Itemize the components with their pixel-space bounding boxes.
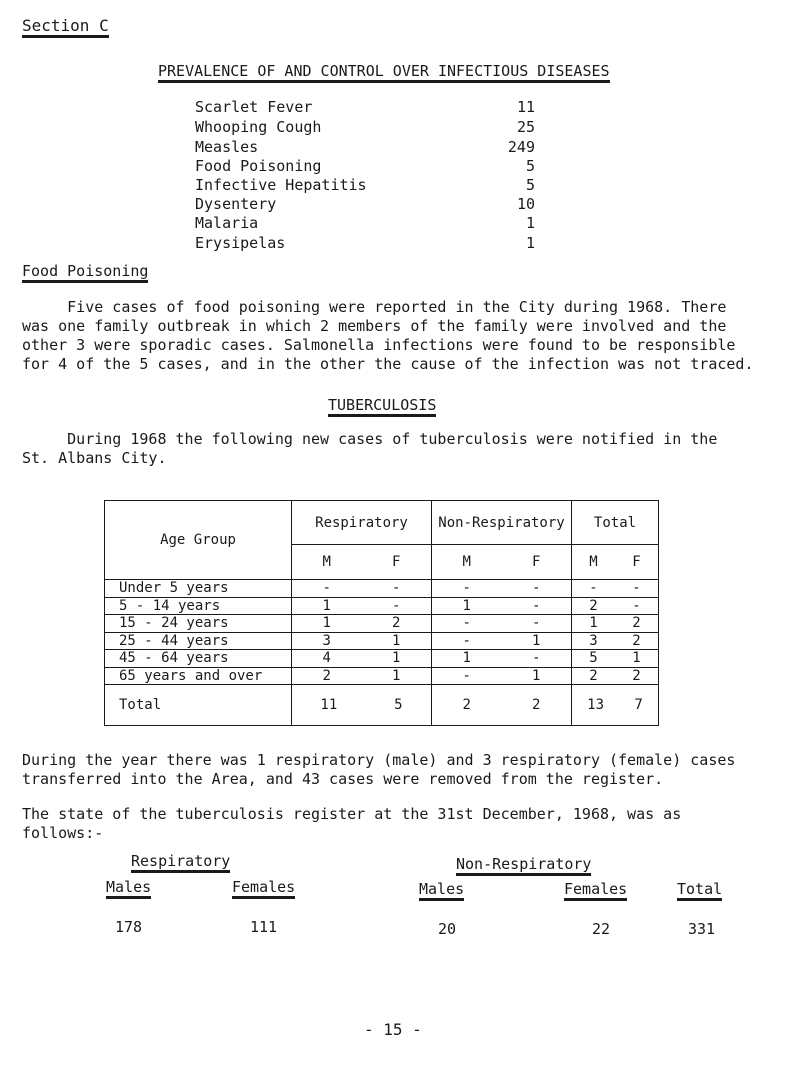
cell-value: 2 bbox=[322, 667, 331, 684]
paragraph-line: transferred into the Area, and 43 cases were removed from the register. bbox=[22, 770, 664, 788]
cell-value: - bbox=[462, 667, 471, 684]
register-paragraph bbox=[22, 805, 782, 843]
male-label: M bbox=[322, 554, 331, 570]
cell-value: 4 bbox=[322, 650, 331, 667]
table-row bbox=[105, 667, 659, 685]
register-non-males-value: 20 bbox=[438, 920, 457, 938]
cell-value: 1 bbox=[589, 615, 598, 632]
paragraph-line: Five cases of food poisoning were reported in the City during 1968. There bbox=[22, 298, 727, 316]
table-row bbox=[105, 597, 659, 615]
cell-value: 13 bbox=[587, 697, 605, 713]
female-label: F bbox=[532, 554, 541, 570]
cell-value: - bbox=[532, 615, 541, 632]
non-respiratory-header: Non-Respiratory bbox=[432, 501, 572, 545]
table-header-row bbox=[105, 501, 659, 545]
food-poisoning-heading: Food Poisoning bbox=[22, 264, 148, 283]
cell-value: 1 bbox=[532, 667, 541, 684]
male-label: M bbox=[462, 554, 471, 570]
age-cell: 65 years and over bbox=[105, 667, 292, 685]
cell-value: 1 bbox=[392, 632, 401, 649]
male-label: M bbox=[589, 554, 598, 570]
total-header: Total bbox=[572, 501, 659, 545]
disease-name: Infective Hepatitis bbox=[195, 176, 367, 194]
register-total-heading: Total bbox=[677, 882, 722, 901]
disease-name: Measles bbox=[195, 138, 259, 156]
register-resp-males-value: 178 bbox=[115, 918, 143, 936]
cell-value: 2 bbox=[589, 667, 598, 684]
register-total-value: 331 bbox=[688, 920, 716, 938]
cell-value: - bbox=[462, 632, 471, 649]
cell-value: - bbox=[589, 580, 598, 597]
cell-value: 1 bbox=[392, 650, 401, 667]
register-resp-males-heading: Males bbox=[106, 880, 151, 899]
cell-value: 1 bbox=[322, 615, 331, 632]
register-respiratory-heading: Respiratory bbox=[131, 854, 230, 873]
list-item bbox=[195, 138, 545, 156]
disease-count: 249 bbox=[507, 138, 535, 156]
register-non-females-heading: Females bbox=[564, 882, 627, 901]
list-item bbox=[195, 176, 545, 194]
cell-value: 2 bbox=[462, 697, 471, 713]
cell-value: 1 bbox=[462, 650, 471, 667]
cell-value: 11 bbox=[320, 697, 338, 713]
cell-value: - bbox=[462, 580, 471, 597]
paragraph-line: The state of the tuberculosis register at the 31st December, 1968, was as bbox=[22, 805, 682, 823]
tuberculosis-table bbox=[104, 500, 659, 726]
cell-value: - bbox=[532, 597, 541, 614]
disease-name: Whooping Cough bbox=[195, 118, 322, 136]
cell-value: 7 bbox=[634, 697, 643, 713]
cell-value: 2 bbox=[632, 632, 641, 649]
table-row bbox=[105, 650, 659, 668]
age-group-header: Age Group bbox=[105, 501, 292, 580]
disease-count: 5 bbox=[525, 176, 535, 194]
age-cell: 5 - 14 years bbox=[105, 597, 292, 615]
list-item bbox=[195, 214, 545, 232]
list-item bbox=[195, 195, 545, 213]
cell-value: - bbox=[462, 615, 471, 632]
section-label: Section C bbox=[22, 18, 109, 38]
transfer-paragraph bbox=[22, 751, 782, 789]
disease-name: Dysentery bbox=[195, 195, 277, 213]
table-total-row bbox=[105, 685, 659, 726]
cell-value: 1 bbox=[322, 597, 331, 614]
table-row bbox=[105, 632, 659, 650]
cell-value: 1 bbox=[632, 650, 641, 667]
register-non-males-heading: Males bbox=[419, 882, 464, 901]
page-number: - 15 - bbox=[364, 1020, 422, 1039]
paragraph-line: During the year there was 1 respiratory (male) and 3 respiratory (female) cases bbox=[22, 751, 736, 769]
disease-count: 11 bbox=[516, 98, 535, 116]
age-cell: 15 - 24 years bbox=[105, 615, 292, 633]
register-non-respiratory-heading: Non-Respiratory bbox=[456, 857, 591, 876]
list-item bbox=[195, 157, 545, 175]
cell-value: 5 bbox=[589, 650, 598, 667]
total-label: Total bbox=[105, 685, 292, 726]
female-label: F bbox=[392, 554, 401, 570]
disease-count: 25 bbox=[516, 118, 535, 136]
cell-value: - bbox=[392, 597, 401, 614]
paragraph-line: During 1968 the following new cases of tuberculosis were notified in the bbox=[22, 430, 718, 448]
list-item bbox=[195, 234, 545, 252]
age-cell: 25 - 44 years bbox=[105, 632, 292, 650]
respiratory-header: Respiratory bbox=[292, 501, 432, 545]
age-cell: 45 - 64 years bbox=[105, 650, 292, 668]
cell-value: - bbox=[532, 650, 541, 667]
age-cell: Under 5 years bbox=[105, 580, 292, 598]
cell-value: 2 bbox=[632, 667, 641, 684]
register-non-females-value: 22 bbox=[592, 920, 611, 938]
register-resp-females-value: 111 bbox=[250, 918, 278, 936]
disease-name: Food Poisoning bbox=[195, 157, 322, 175]
female-label: F bbox=[632, 554, 641, 570]
cell-value: - bbox=[392, 580, 401, 597]
cell-value: 1 bbox=[392, 667, 401, 684]
list-item bbox=[195, 98, 545, 116]
table-row bbox=[105, 580, 659, 598]
page-title: PREVALENCE OF AND CONTROL OVER INFECTIOUS DISEASES bbox=[158, 64, 610, 83]
cell-value: 2 bbox=[632, 615, 641, 632]
cell-value: - bbox=[632, 597, 641, 614]
cell-value: 1 bbox=[462, 597, 471, 614]
tuberculosis-paragraph bbox=[22, 430, 782, 468]
disease-name: Erysipelas bbox=[195, 234, 286, 252]
paragraph-line: was one family outbreak in which 2 members of the family were involved and the bbox=[22, 317, 727, 335]
cell-value: 2 bbox=[589, 597, 598, 614]
disease-count: 10 bbox=[516, 195, 535, 213]
disease-count: 1 bbox=[525, 234, 535, 252]
table-row bbox=[105, 615, 659, 633]
disease-count: 5 bbox=[525, 157, 535, 175]
cell-value: - bbox=[322, 580, 331, 597]
cell-value: 2 bbox=[392, 615, 401, 632]
cell-value: 3 bbox=[322, 632, 331, 649]
paragraph-line: follows:- bbox=[22, 824, 104, 842]
cell-value: - bbox=[632, 580, 641, 597]
cell-value: 1 bbox=[532, 632, 541, 649]
paragraph-line: St. Albans City. bbox=[22, 449, 167, 467]
disease-name: Malaria bbox=[195, 214, 259, 232]
paragraph-line: other 3 were sporadic cases. Salmonella infections were found to be responsible bbox=[22, 336, 736, 354]
cell-value: 2 bbox=[532, 697, 541, 713]
food-poisoning-paragraph bbox=[22, 298, 782, 374]
tuberculosis-heading: TUBERCULOSIS bbox=[328, 398, 436, 417]
paragraph-line: for 4 of the 5 cases, and in the other the cause of the infection was not traced. bbox=[22, 355, 754, 373]
cell-value: 3 bbox=[589, 632, 598, 649]
disease-name: Scarlet Fever bbox=[195, 98, 313, 116]
cell-value: 5 bbox=[394, 697, 403, 713]
register-resp-females-heading: Females bbox=[232, 880, 295, 899]
cell-value: - bbox=[532, 580, 541, 597]
disease-count: 1 bbox=[525, 214, 535, 232]
list-item bbox=[195, 118, 545, 136]
